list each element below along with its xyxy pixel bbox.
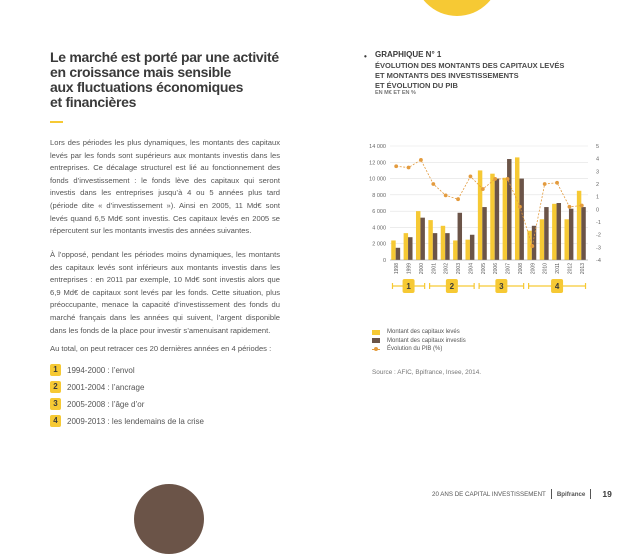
period-item xyxy=(50,363,135,377)
decorative-half-circle-top xyxy=(414,0,500,16)
y-left-tick-label: 14 000 xyxy=(369,144,386,150)
bar-capitaux-investis xyxy=(569,209,573,260)
x-tick-label: 2003 xyxy=(456,263,463,275)
bar-capitaux-investis xyxy=(482,207,486,260)
body-paragraph-1: Lors des périodes les plus dynamiques, les montants des capitaux levés par les fonds sont supérieurs aux montants investis dans les entreprises. Ce décalage structurel est lié au fonctionnement des fonds d’investissement : le fonds lève des capitaux qui seront investis dans les entreprises jusqu’à 4 ou 5 années plus tard (période dite « d’investissement »). Ainsi en 2005, 11 Md€ sont levés quand 6,5 Md€ sont investis. Ces capitaux levés en 2005 se répercutent sur les montants investis des années suivantes. xyxy=(50,138,280,236)
pib-point xyxy=(469,175,473,179)
legend-label: Montant des capitaux investis xyxy=(387,337,466,344)
title-line: en croissance mais sensible xyxy=(50,64,232,80)
bar-capitaux-investis xyxy=(544,207,548,260)
y-left-tick-label: 4 000 xyxy=(372,225,386,232)
period-number-badge: 3 xyxy=(50,398,61,410)
bar-capitaux-leves xyxy=(453,240,457,260)
footer-text: 20 ANS DE CAPITAL INVESTISSEMENT xyxy=(432,490,546,498)
x-tick-label: 2010 xyxy=(542,263,549,275)
body-paragraph-2: À l’opposé, pendant les périodes moins dynamiques, les montants des capitaux levés sont inférieurs aux montants investis dans les entreprises : en 2011 par exemple, 10 Md€ sont investis alors que 6,9 Md€ de capitaux sont levés par les fonds. Cette situation, plus préoccupante, menace la capacité d’investissement des fonds du marché français dans les années qui suivent, l’argent disponible dans les fonds de la place pour investir s’amenuisant rapidement. xyxy=(50,250,280,335)
x-tick-label: 2005 xyxy=(480,263,487,275)
bar-capitaux-leves xyxy=(564,219,568,260)
y-right-tick-label: 0 xyxy=(596,207,600,214)
period-item xyxy=(50,380,144,394)
y-right-tick-label: -1 xyxy=(596,220,601,226)
title-underline xyxy=(50,121,63,123)
bar-capitaux-leves xyxy=(404,233,408,260)
bar-capitaux-investis xyxy=(557,203,561,260)
title-line: Le marché est porté par une activité xyxy=(50,49,279,65)
pib-point xyxy=(506,177,510,181)
period-number-badge: 1 xyxy=(50,364,61,376)
x-tick-label: 2012 xyxy=(567,263,574,275)
footer-separator xyxy=(551,489,552,499)
pib-point xyxy=(543,182,547,186)
period-label: 2001-2004 : l’ancrage xyxy=(67,382,145,392)
y-right-tick-label: 3 xyxy=(596,169,600,176)
bar-capitaux-investis xyxy=(507,159,511,260)
x-tick-label: 2007 xyxy=(505,263,512,275)
bar-capitaux-leves xyxy=(515,157,519,260)
page-footer xyxy=(432,489,612,499)
bar-capitaux-investis xyxy=(519,179,523,260)
y-right-tick-label: 2 xyxy=(596,182,600,188)
x-tick-label: 2011 xyxy=(555,263,562,274)
period-number-badge: 2 xyxy=(50,381,61,393)
bar-capitaux-leves xyxy=(552,204,556,260)
bar-capitaux-leves xyxy=(503,178,507,260)
legend-swatch xyxy=(372,338,380,343)
y-right-tick-label: -2 xyxy=(596,232,601,239)
bar-capitaux-leves xyxy=(478,170,482,260)
pib-point xyxy=(530,244,534,248)
period-badge-label: 4 xyxy=(554,282,560,291)
bar-capitaux-leves xyxy=(428,220,432,260)
pib-point xyxy=(456,197,460,201)
pib-point xyxy=(407,166,411,170)
x-tick-label: 2013 xyxy=(579,263,586,275)
y-left-tick-label: 10 000 xyxy=(369,176,386,183)
bar-capitaux-leves xyxy=(441,226,445,260)
pib-point xyxy=(568,205,572,209)
title-line: aux fluctuations économiques xyxy=(50,79,244,95)
period-number-badge: 4 xyxy=(50,415,61,427)
x-tick-label: 1999 xyxy=(406,263,413,275)
graphic-title xyxy=(375,61,615,91)
bar-capitaux-investis xyxy=(433,233,437,260)
pib-point xyxy=(419,158,423,162)
bar-capitaux-investis xyxy=(470,235,474,260)
pib-point xyxy=(493,177,497,181)
bar-capitaux-leves xyxy=(416,211,420,260)
bar-capitaux-investis xyxy=(495,179,499,260)
y-right-tick-label: 1 xyxy=(596,194,600,201)
period-item xyxy=(50,414,204,428)
legend-label: Montant des capitaux levés xyxy=(387,329,460,336)
graphic-bullet: • xyxy=(364,52,367,61)
y-left-tick-label: 0 xyxy=(382,258,386,264)
period-label: 2009-2013 : les lendemains de la crise xyxy=(67,416,204,426)
x-tick-label: 2009 xyxy=(530,263,537,275)
footer-separator xyxy=(590,489,591,499)
bar-capitaux-investis xyxy=(420,218,424,260)
bar-capitaux-investis xyxy=(408,237,412,260)
pib-point xyxy=(444,194,448,198)
period-badge-label: 2 xyxy=(449,282,455,291)
x-tick-label: 2004 xyxy=(468,263,475,275)
pib-point xyxy=(555,181,559,185)
period-label: 1994-2000 : l’envol xyxy=(67,365,135,375)
period-badge-label: 1 xyxy=(406,282,411,291)
x-tick-label: 2001 xyxy=(431,263,438,275)
bar-capitaux-leves xyxy=(391,240,395,260)
pib-point xyxy=(481,187,485,191)
bar-capitaux-investis xyxy=(458,213,462,260)
combo-chart xyxy=(360,138,610,298)
y-right-tick-label: -4 xyxy=(596,258,601,264)
bar-capitaux-investis xyxy=(581,207,585,260)
body-paragraph-3: Au total, on peut retracer ces 20 dernières années en 4 périodes : xyxy=(50,344,272,353)
period-badge-label: 3 xyxy=(499,282,504,291)
legend-line-marker xyxy=(372,349,380,350)
decorative-circle-bottom xyxy=(134,484,204,554)
legend-item xyxy=(372,337,466,346)
legend-label: Évolution du PIB (%) xyxy=(387,346,443,353)
bar-capitaux-investis xyxy=(445,233,449,260)
x-tick-label: 2008 xyxy=(517,263,524,275)
pib-point xyxy=(580,204,584,208)
x-tick-label: 2006 xyxy=(493,263,500,275)
x-tick-label: 2000 xyxy=(418,263,425,275)
bar-capitaux-investis xyxy=(396,248,400,260)
legend-item xyxy=(372,345,466,354)
chart-source: Source : AFIC, Bpifrance, Insee, 2014. xyxy=(372,369,482,376)
section-title xyxy=(50,50,310,110)
page-number: 19 xyxy=(602,489,612,499)
bar-capitaux-leves xyxy=(540,219,544,260)
y-left-tick-label: 12 000 xyxy=(369,160,386,167)
x-tick-label: 2002 xyxy=(443,263,450,275)
legend-item xyxy=(372,328,466,337)
bar-capitaux-leves xyxy=(577,191,581,260)
footer-brand: Bpifrance xyxy=(556,490,586,498)
bar-capitaux-leves xyxy=(465,240,469,260)
y-left-tick-label: 2 000 xyxy=(372,241,386,248)
x-tick-label: 1998 xyxy=(394,263,401,275)
period-label: 2005-2008 : l’âge d’or xyxy=(67,399,145,409)
y-left-tick-label: 8 000 xyxy=(372,192,386,199)
pib-point xyxy=(394,164,398,168)
pib-point xyxy=(431,182,435,186)
bar-capitaux-leves xyxy=(490,174,494,260)
graphic-title-line: ET MONTANTS DES INVESTISSEMENTS xyxy=(375,71,519,80)
legend-swatch xyxy=(372,330,380,335)
period-item xyxy=(50,397,144,411)
y-left-tick-label: 6 000 xyxy=(372,209,386,216)
graphic-title-line: ÉVOLUTION DES MONTANTS DES CAPITAUX LEVÉS xyxy=(375,61,565,70)
graphic-units: EN M€ ET EN % xyxy=(375,90,416,96)
graphic-title-line: ET ÉVOLUTION DU PIB xyxy=(375,81,458,90)
y-right-tick-label: -3 xyxy=(596,245,601,252)
y-right-tick-label: 5 xyxy=(596,144,600,150)
title-line: et financières xyxy=(50,94,137,110)
chart-legend xyxy=(372,328,466,354)
y-right-tick-label: 4 xyxy=(596,156,600,163)
pib-point xyxy=(518,205,522,209)
graphic-heading: GRAPHIQUE N° 1 xyxy=(375,50,442,59)
